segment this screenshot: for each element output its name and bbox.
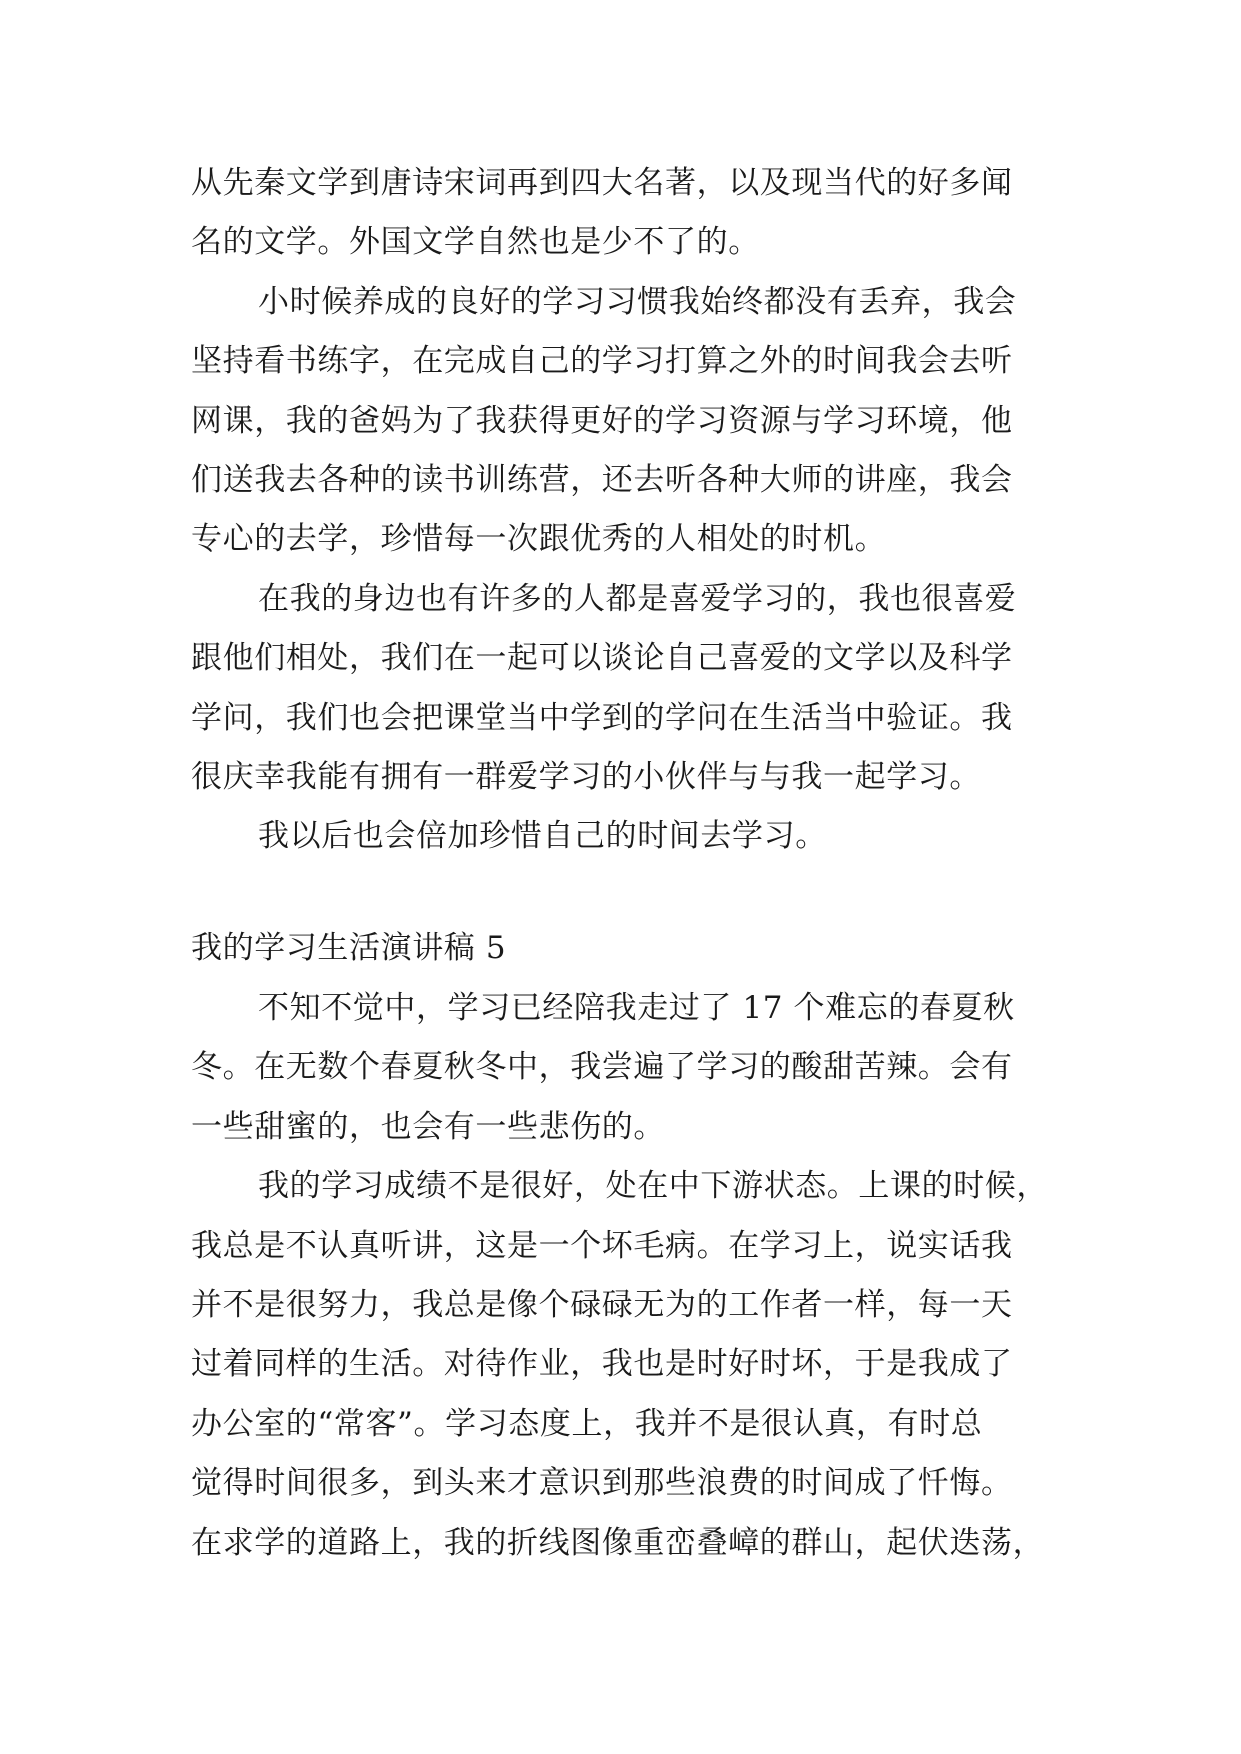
text-line: 办公室的“常客”。学习态度上，我并不是很认真，有时总 (191, 1406, 983, 1442)
text-line: 们送我去各种的读书训练营，还去听各种大师的讲座，我会 (191, 462, 1013, 498)
paragraph-start: 在我的身边也有许多的人都是喜爱学习的，我也很喜爱 (258, 581, 1017, 617)
text-line: 学问，我们也会把课堂当中学到的学问在生活当中验证。我 (191, 700, 1013, 736)
text-line: 过着同样的生活。对待作业，我也是时好时坏，于是我成了 (191, 1346, 1013, 1382)
text-line: 在求学的道路上，我的折线图像重峦叠嶂的群山，起伏迭荡， (191, 1525, 1045, 1561)
text-line: 觉得时间很多，到头来才意识到那些浪费的时间成了忏悔。 (191, 1465, 1013, 1501)
text-line: 专心的去学，珍惜每一次跟优秀的人相处的时机。 (191, 521, 887, 557)
paragraph-start: 我的学习成绩不是很好，处在中下游状态。上课的时候， (258, 1168, 1048, 1204)
paragraph-start: 不知不觉中，学习已经陪我走过了 17 个难忘的春夏秋 (258, 990, 1015, 1026)
text-line: 很庆幸我能有拥有一群爱学习的小伙伴与与我一起学习。 (191, 759, 981, 795)
text-line: 一些甜蜜的，也会有一些悲伤的。 (191, 1109, 665, 1145)
text-line: 我总是不认真听讲，这是一个坏毛病。在学习上，说实话我 (191, 1228, 1013, 1264)
text-line: 名的文学。外国文学自然也是少不了的。 (191, 224, 760, 260)
text-line: 网课，我的爸妈为了我获得更好的学习资源与学习环境，他 (191, 403, 1013, 439)
text-line: 从先秦文学到唐诗宋词再到四大名著，以及现当代的好多闻 (191, 165, 1013, 201)
text-line: 坚持看书练字，在完成自己的学习打算之外的时间我会去听 (191, 343, 1013, 379)
section-heading: 我的学习生活演讲稿 5 (191, 930, 507, 966)
text-line: 并不是很努力，我总是像个碌碌无为的工作者一样，每一天 (191, 1287, 1013, 1323)
paragraph-start: 我以后也会倍加珍惜自己的时间去学习。 (258, 818, 827, 854)
text-line: 跟他们相处，我们在一起可以谈论自己喜爱的文学以及科学 (191, 640, 1013, 676)
text-line: 冬。在无数个春夏秋冬中，我尝遍了学习的酸甜苦辣。会有 (191, 1049, 1013, 1085)
paragraph-start: 小时候养成的良好的学习习惯我始终都没有丢弃，我会 (258, 284, 1017, 320)
